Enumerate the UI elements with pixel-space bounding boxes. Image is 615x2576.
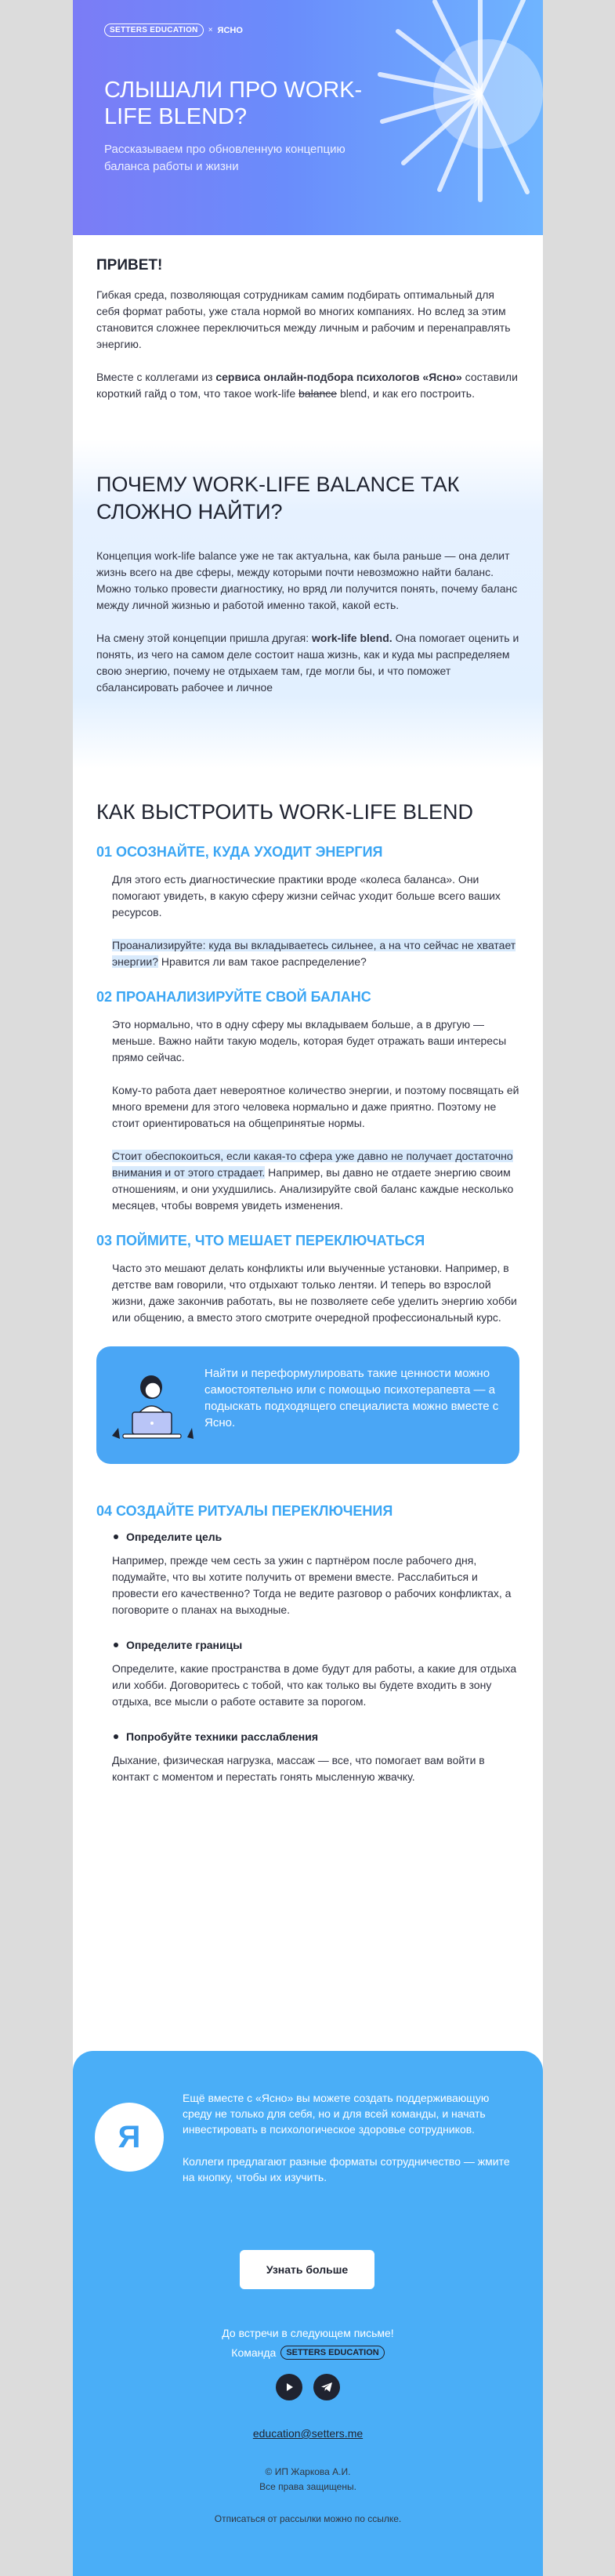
footer [73, 2051, 543, 2576]
footer-text [183, 2090, 519, 2201]
blend-section [73, 769, 543, 1785]
bullet-label: Определите цель [126, 1531, 222, 1543]
footer-paragraph-1: Ещё вместе с «Ясно» вы можете создать поддерживающую среду не только для себя, но и для всей команды, и начать инвестировать в психологическое здоровье сотрудников. [183, 2092, 490, 2136]
telegram-icon[interactable] [313, 2374, 340, 2400]
step-2-p3-text: Например, вы давно не отдаете энергию своим отношениям, и они ухудшились. Анализируйте свой баланс каждые несколько месяцев, чтобы вовремя увидеть изменения. [112, 1166, 514, 1212]
callout-text: Найти и переформулировать такие ценности можно самостоятельно или с помощью психотерапевта — а подыскать подходящего специалиста можно вместе с Ясно. [204, 1367, 499, 1429]
person-laptop-illustration [106, 1368, 198, 1444]
sun-rays-decoration [363, 0, 543, 212]
step-3-paragraph-1: Часто это мешают делать конфликты или выученные установки. Например, в детстве вам говорили, что отдыхают только лентяи. И теперь во взрослой жизни, даже закончив работать, вы не позволяете себе уделить энергию хобби или общению, а вместо этого смотрите очередной профессиональный курс. [112, 1262, 517, 1324]
yasno-logo-icon: Я [95, 2103, 164, 2172]
hero-banner [73, 0, 543, 235]
step-2-title: 02 ПРОАНАЛИЗИРУЙТЕ СВОЙ БАЛАНС [96, 989, 371, 1005]
step-2-paragraph-3 [112, 1148, 519, 1214]
bullet-dot-icon [114, 1734, 118, 1739]
hero-title: СЛЫШАЛИ ПРО WORK-LIFE BLEND? [104, 78, 363, 129]
unsubscribe-link[interactable]: Отписаться от рассылки можно по ссылке. [214, 2513, 402, 2524]
bullet-goal-body [96, 1552, 519, 1618]
step-2-paragraph-2: Кому-то работа дает невероятное количество энергии, и поэтому посвящать ей много времени для этого человека нормально и даже приятно. Поэтому не стоит ориентироваться на общепринятые нормы. [112, 1084, 519, 1129]
step-1-title: 01 ОСОЗНАЙТЕ, КУДА УХОДИТ ЭНЕРГИЯ [96, 844, 383, 860]
step-1-highlight: Проанализируйте: куда вы вкладываетесь сильнее, а на что сейчас не хватает энергии? [112, 939, 516, 968]
why-heading: ПОЧЕМУ WORK-LIFE BALANCE ТАК СЛОЖНО НАЙТИ? [96, 473, 460, 524]
blend-heading: КАК ВЫСТРОИТЬ WORK-LIFE BLEND [96, 800, 474, 824]
intro-paragraph-1: Гибкая среда, позволяющая сотрудникам самим подбирать оптимальный для себя формат работы, уже стала нормой во многих компаниях. Но вслед за этим становится сложнее переключиться между личным и рабочим и перенаправлять энергию. [96, 288, 511, 350]
intro-p2-strike: balance [298, 387, 338, 400]
brand-logo [104, 24, 243, 37]
bullet-label: Определите границы [126, 1639, 243, 1651]
why-paragraph-1: Концепция work-life balance уже не так актуальна, как была раньше — она делит жизнь всего на две сферы, между которыми почти невозможно найти баланс. Можно только провести диагностику, но вряд ли получится понять, почему баланс между личной жизнью и работой именно такой, какой есть. [96, 549, 518, 611]
bullet-boundaries [114, 1639, 519, 1651]
step-2-paragraph-1: Это нормально, что в одну сферу мы вкладываем больше, а в другую — меньше. Важно найти такую модель, которая будет отражать ваши интересы прямо сейчас. [112, 1018, 507, 1063]
copyright-line-1: © ИП Жаркова А.И. [265, 2466, 351, 2477]
intro-heading: ПРИВЕТ! [96, 257, 163, 274]
footer-paragraph-2: Коллеги предлагают разные форматы сотрудничество — жмите на кнопку, чтобы их изучить. [183, 2155, 510, 2183]
why-section [73, 440, 543, 769]
social-links [73, 2374, 543, 2400]
intro-p2-text-2: составили короткий гайд о том, что такое work-life [96, 371, 518, 400]
bullet-label: Попробуйте техники расслабления [126, 1730, 318, 1743]
intro-p2-bold: сервиса онлайн-подбора психологов «Ясно» [215, 371, 462, 383]
intro-p2-text-3: blend, и как его построить. [337, 387, 475, 400]
bullet-boundaries-text: Определите, какие пространства в доме будут для работы, а какие для отдыха или хобби. Договоритесь с тобой, что как только вы будете входить в зону отдыха, все мысли о работе оставите за порогом. [112, 1662, 517, 1708]
why-p2-text: На смену этой концепции пришла другая: [96, 632, 312, 644]
yasno-logo: ЯСНО [217, 25, 243, 35]
step-4-title: 04 СОЗДАЙТЕ РИТУАЛЫ ПЕРЕКЛЮЧЕНИЯ [96, 1503, 393, 1519]
learn-more-button[interactable]: Узнать больше [240, 2250, 374, 2289]
email-page [73, 0, 543, 2576]
brand-separator: × [208, 26, 213, 34]
intro-paragraph-2 [96, 369, 519, 402]
hero-subtitle: Рассказываем про обновленную концепцию баланса работы и жизни [104, 143, 345, 173]
bullet-relaxation-text: Дыхание, физическая нагрузка, массаж — все, что помогает вам войти в контакт с моментом и перестать гонять мысленную жвачку. [112, 1754, 485, 1783]
setters-logo: SETTERS EDUCATION [280, 2346, 384, 2360]
step-1-paragraph-1: Для этого есть диагностические практики вроде «колеса баланса». Они помогают увидеть, в какую сферу жизни сейчас уходит больше всего ваших ресурсов. [112, 873, 501, 918]
step-2-highlight: Стоит обеспокоиться, если какая-то сфера уже давно не получает достаточно внимания и от этого страдает. [112, 1150, 513, 1179]
contact-email-link[interactable]: education@setters.me [252, 2427, 364, 2440]
intro-section [73, 235, 543, 402]
why-p2-bold: work-life blend. [312, 632, 393, 644]
setters-logo: SETTERS EDUCATION [104, 24, 204, 37]
bullet-dot-icon [114, 1534, 118, 1539]
youtube-icon[interactable] [276, 2374, 302, 2400]
bullet-goal [114, 1531, 519, 1543]
step-1-p2-text: Нравится ли вам такое распределение? [157, 955, 367, 968]
why-p2-text-2: Она помогает оценить и понять, из чего на самом деле состоит наша жизнь, как и куда мы распределяем свою энергию, почему не отдыхаем там, где могли бы, и что поможет сбалансировать рабочее и личное [96, 632, 519, 694]
intro-p2-text: Вместе с коллегами из [96, 371, 216, 383]
copyright [73, 2465, 543, 2494]
bullet-relaxation-body [96, 1752, 519, 1785]
bullet-relaxation [114, 1730, 519, 1743]
step-3-body [96, 1260, 519, 1326]
bullet-goal-text: Например, прежде чем сесть за ужин с партнёром после рабочего дня, подумайте, что вы хотите получить от времени вместе. Расслабиться и провести его качественно? Тогда не ведите разговор о рабочих конфликтах, а поговорите о планах на выходные. [112, 1554, 512, 1616]
footer-team [73, 2346, 543, 2360]
step-2-body [96, 1016, 519, 1214]
copyright-line-2: Все права защищены. [259, 2481, 356, 2492]
step-1-body [96, 871, 519, 970]
callout-box [96, 1346, 519, 1464]
step-1-paragraph-2 [112, 937, 519, 970]
footer-team-label: Команда [231, 2346, 277, 2359]
footer-goodbye: До встречи в следующем письме! [222, 2327, 394, 2339]
bullet-dot-icon [114, 1643, 118, 1647]
bullet-boundaries-body [96, 1661, 519, 1710]
why-paragraph-2 [96, 630, 519, 696]
step-3-title: 03 ПОЙМИТЕ, ЧТО МЕШАЕТ ПЕРЕКЛЮЧАТЬСЯ [96, 1233, 425, 1248]
